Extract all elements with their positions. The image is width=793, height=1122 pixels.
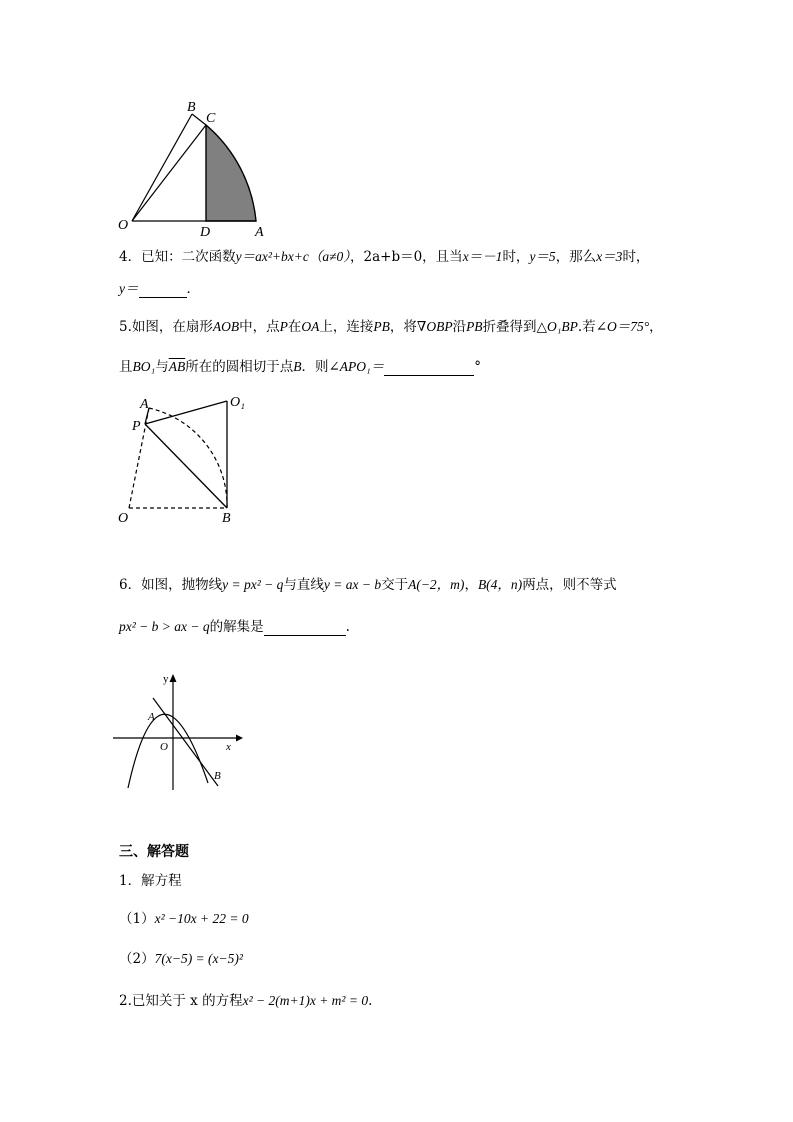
- question-5-line2: 且BO₁与$\overline{AB}$所在的圆相切于点B．则∠APO₁＝ °: [119, 359, 481, 375]
- shaded-region: [206, 125, 256, 221]
- question-6-line1: 6．如图，抛物线y = px² − q与直线y = ax − b交于A(−2，m)，B(4，n)两点，则不等式: [119, 577, 617, 593]
- answer-blank-q4[interactable]: [139, 283, 187, 298]
- section-heading: 三、解答题: [119, 844, 189, 860]
- question-4-line2: y＝ ．: [119, 281, 200, 297]
- segment-PO1: [145, 401, 227, 424]
- segment-PB: [145, 424, 227, 508]
- figure-parabola-line: [108, 668, 248, 798]
- answer-blank-q5[interactable]: [384, 361, 474, 376]
- label-O: O: [160, 741, 168, 753]
- question-4-line1: 4．已知：二次函数y＝ax²+bx+c（a≠0），2a+b＝0，且当x＝－1时，y＝5，那么x＝3时，: [119, 249, 650, 265]
- label-O: O: [118, 218, 129, 233]
- answer-blank-q6[interactable]: [264, 621, 346, 636]
- problem-1-sub1: （1）x² −10x + 22 = 0: [119, 911, 249, 927]
- label-C: C: [206, 111, 216, 126]
- label-B: B: [187, 100, 196, 115]
- label-O1: O₁: [230, 395, 245, 410]
- label-A: A: [148, 711, 155, 723]
- label-B: B: [222, 511, 231, 526]
- arc-AB-dashed: [149, 408, 227, 508]
- figure-sector-shaded: [112, 96, 272, 238]
- segment-OC: [132, 125, 206, 221]
- label-O: O: [118, 511, 129, 526]
- question-6-line2: px² − b > ax − q的解集是 .: [119, 619, 350, 635]
- segment-OB: [132, 114, 192, 221]
- figure-folded-sector: [112, 388, 252, 528]
- segment-BC: [192, 114, 206, 125]
- problem-1-sub2: （2）7(x−5) = (x−5)²: [119, 951, 243, 967]
- label-B: B: [214, 770, 221, 782]
- label-y: y: [163, 673, 169, 685]
- question-5-line1: 5.如图，在扇形AOB中，点P在OA上，连接PB，将∇OBP沿PB折叠得到△O₁BP.若∠O＝75°，: [119, 319, 663, 335]
- x-axis-arrow: [236, 735, 243, 742]
- label-x: x: [226, 741, 231, 753]
- problem-2: 2.已知关于 x 的方程x² − 2(m+1)x + m² = 0.: [119, 993, 373, 1009]
- y-axis-arrow: [170, 674, 177, 682]
- problem-1-title: 1．解方程: [119, 873, 182, 889]
- label-P: P: [132, 419, 141, 434]
- parabola-curve: [128, 714, 208, 788]
- label-A: A: [255, 225, 264, 238]
- label-A: A: [140, 397, 149, 412]
- label-D: D: [200, 225, 211, 238]
